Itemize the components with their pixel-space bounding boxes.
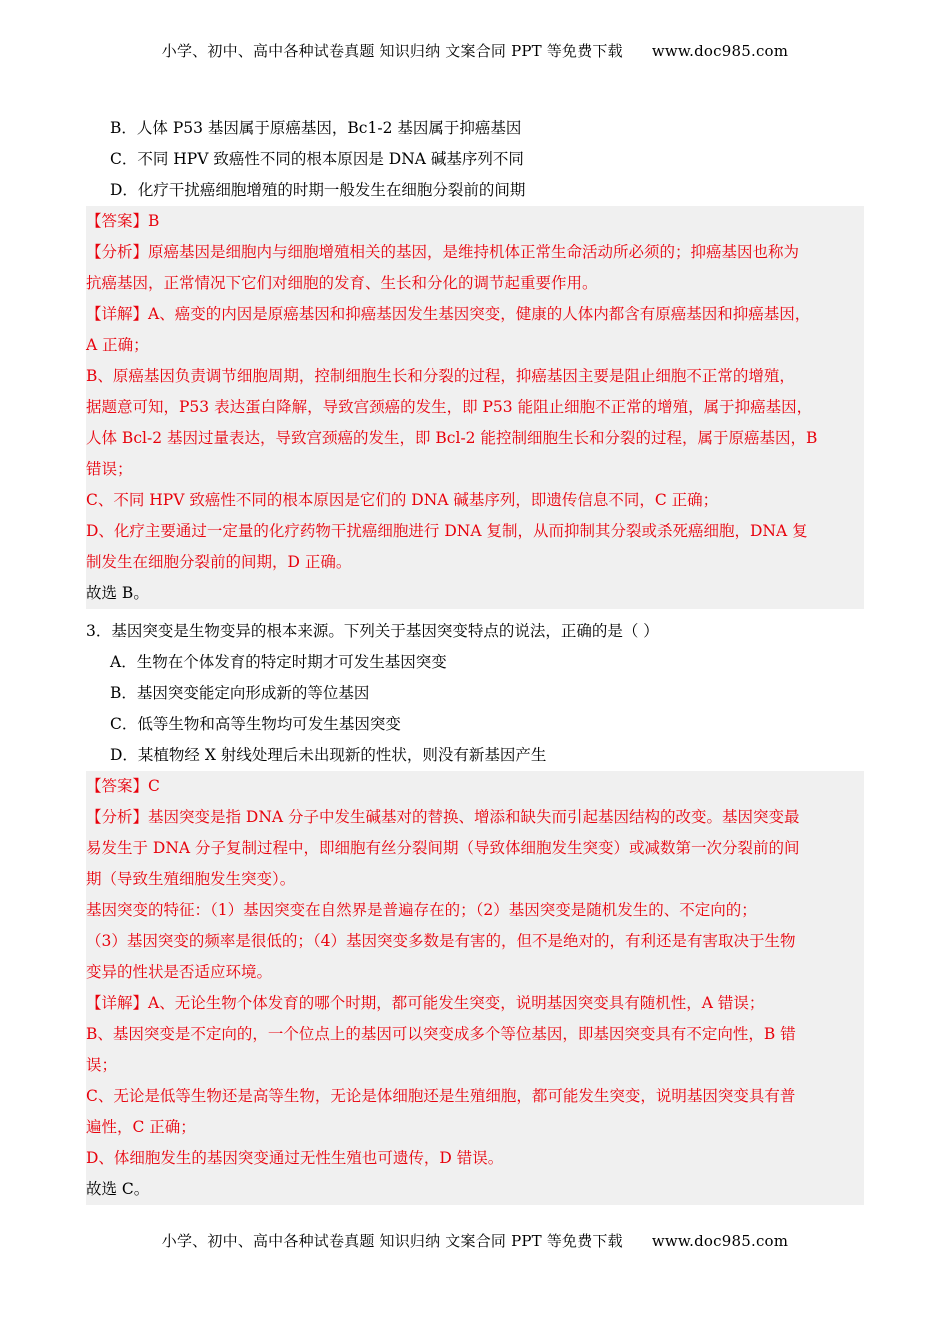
q2-option-b: B．人体 P53 基因属于原癌基因，Bc1-2 基因属于抑癌基因 bbox=[110, 119, 522, 137]
q3-answer-line: 【详解】A、无论生物个体发育的哪个时期，都可能发生突变，说明基因突变具有随机性，A 错误； bbox=[86, 994, 765, 1012]
q3-answer-line: C、无论是低等生物还是高等生物，无论是体细胞还是生殖细胞，都可能发生突变，说明基因突变具有普 bbox=[86, 1087, 796, 1105]
q3-option-a: A．生物在个体发育的特定时期才可发生基因突变 bbox=[110, 653, 447, 671]
q2-answer-line: 抗癌基因，正常情况下它们对细胞的发育、生长和分化的调节起重要作用。 bbox=[86, 274, 598, 292]
q3-answer-line: 期（导致生殖细胞发生突变）。 bbox=[86, 870, 296, 888]
q3-option-d: D．某植物经 X 射线处理后未出现新的性状，则没有新基因产生 bbox=[110, 746, 547, 764]
q3-answer-line: 变异的性状是否适应环境。 bbox=[86, 963, 273, 981]
q2-answer-block bbox=[86, 206, 864, 609]
q3-option-b: B．基因突变能定向形成新的等位基因 bbox=[110, 684, 370, 702]
q3-answer-line: 误； bbox=[86, 1056, 118, 1074]
q2-option-c: C．不同 HPV 致癌性不同的根本原因是 DNA 碱基序列不同 bbox=[110, 150, 524, 168]
q2-option-d: D．化疗干扰癌细胞增殖的时期一般发生在细胞分裂前的间期 bbox=[110, 181, 526, 199]
q3-option-c: C．低等生物和高等生物均可发生基因突变 bbox=[110, 715, 401, 733]
q2-answer-line: D、化疗主要通过一定量的化疗药物干扰癌细胞进行 DNA 复制，从而抑制其分裂或杀死癌细胞，DNA 复 bbox=[86, 522, 808, 540]
q2-answer-line: 制发生在细胞分裂前的间期，D 正确。 bbox=[86, 553, 352, 571]
q2-answer-line: C、不同 HPV 致癌性不同的根本原因是它们的 DNA 碱基序列，即遗传信息不同，C 正确； bbox=[86, 491, 719, 509]
header-text: 小学、初中、高中各种试卷真题 知识归纳 文案合同 PPT 等免费下载 bbox=[161, 42, 623, 60]
q2-answer-line: A 正确； bbox=[86, 336, 149, 354]
q3-answer-block bbox=[86, 771, 864, 1205]
q2-answer-line: 【答案】B bbox=[86, 212, 160, 230]
q2-answer-line: 【分析】原癌基因是细胞内与细胞增殖相关的基因，是维持机体正常生命活动所必须的；抑癌基因也称为 bbox=[86, 243, 800, 261]
q3-stem: 3．基因突变是生物变异的根本来源。下列关于基因突变特点的说法，正确的是（ ） bbox=[86, 622, 659, 640]
q3-answer-line: 易发生于 DNA 分子复制过程中，即细胞有丝分裂间期（导致体细胞发生突变）或减数第一次分裂前的间 bbox=[86, 839, 800, 857]
q3-answer-line: 【答案】C bbox=[86, 777, 160, 795]
q3-conclusion: 故选 C。 bbox=[86, 1180, 150, 1198]
header-url[interactable]: www.doc985.com bbox=[651, 42, 789, 60]
q2-answer-line: 错误； bbox=[86, 460, 133, 478]
page-footer bbox=[0, 1230, 950, 1251]
q2-answer-line: 据题意可知，P53 表达蛋白降解，导致宫颈癌的发生，即 P53 能阻止细胞不正常的增殖，属于抑癌基因， bbox=[86, 398, 813, 416]
q3-answer-line: 【分析】基因突变是指 DNA 分子中发生碱基对的替换、增添和缺失而引起基因结构的改变。基因突变最 bbox=[86, 808, 800, 826]
q2-answer-line: 人体 Bcl-2 基因过量表达，导致宫颈癌的发生，即 Bcl-2 能控制细胞生长和分裂的过程，属于原癌基因，B bbox=[86, 429, 818, 447]
q3-question bbox=[86, 616, 864, 771]
q3-answer-line: （3）基因突变的频率是很低的；（4）基因突变多数是有害的，但不是绝对的，有利还是有害取决于生物 bbox=[86, 932, 796, 950]
q2-answer-line: B、原癌基因负责调节细胞周期，控制细胞生长和分裂的过程，抑癌基因主要是阻止细胞不正常的增殖， bbox=[86, 367, 795, 385]
q3-answer-line: 遍性，C 正确； bbox=[86, 1118, 196, 1136]
q3-answer-line: 基因突变的特征：（1）基因突变在自然界是普遍存在的；（2）基因突变是随机发生的、不定向的； bbox=[86, 901, 757, 919]
q2-options bbox=[86, 113, 864, 206]
footer-text: 小学、初中、高中各种试卷真题 知识归纳 文案合同 PPT 等免费下载 bbox=[161, 1232, 623, 1250]
q2-conclusion: 故选 B。 bbox=[86, 584, 149, 602]
q2-answer-line: 【详解】A、癌变的内因是原癌基因和抑癌基因发生基因突变，健康的人体内都含有原癌基因和抑癌基因， bbox=[86, 305, 811, 323]
footer-url[interactable]: www.doc985.com bbox=[651, 1232, 789, 1250]
q3-answer-line: B、基因突变是不定向的，一个位点上的基因可以突变成多个等位基因，即基因突变具有不定向性，B 错 bbox=[86, 1025, 796, 1043]
q3-answer-line: D、体细胞发生的基因突变通过无性生殖也可遗传，D 错误。 bbox=[86, 1149, 504, 1167]
page-header bbox=[0, 40, 950, 61]
